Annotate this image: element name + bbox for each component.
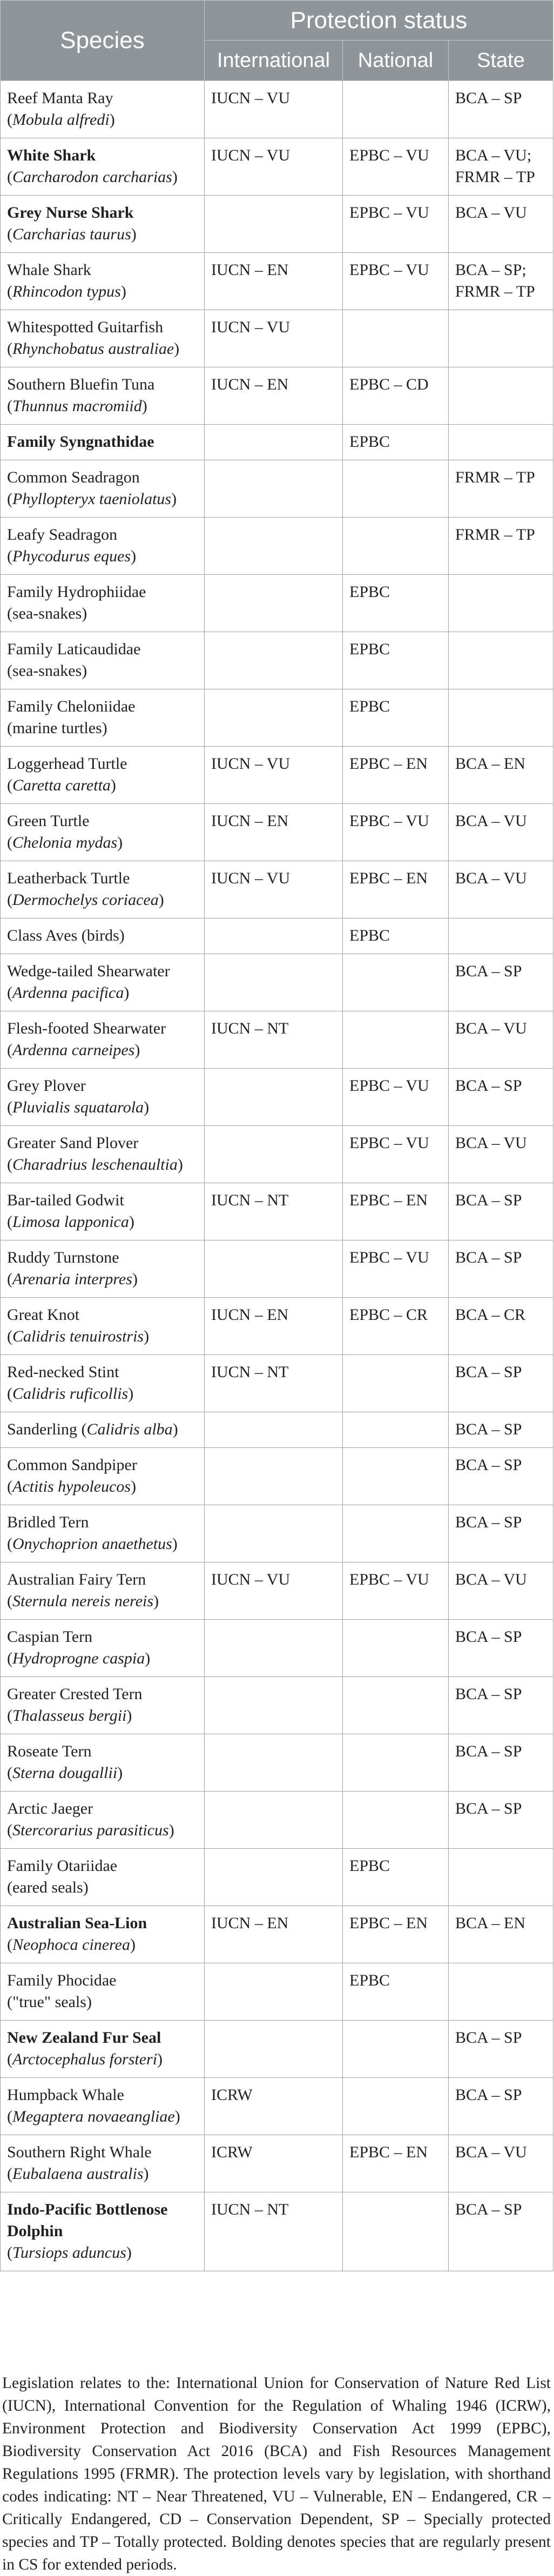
species-cell: Ruddy Turnstone (Arenaria interpres) xyxy=(1,1240,205,1298)
international-status-cell xyxy=(205,1126,343,1183)
species-scientific-name: Calidris ruficollis xyxy=(12,1385,129,1403)
international-status-cell xyxy=(205,918,343,954)
species-scientific-name: Rhynchobatus australiae xyxy=(12,340,174,358)
national-status-cell: EPBC – EN xyxy=(343,747,449,804)
species-scientific-name: Phycodurus eques xyxy=(12,547,131,565)
species-common-name: Grey Nurse Shark xyxy=(7,204,134,222)
state-status-cell xyxy=(449,689,553,747)
international-status-cell xyxy=(205,1240,343,1298)
state-status-cell xyxy=(449,1963,553,2021)
species-common-name: Caspian Tern xyxy=(7,1628,93,1646)
table-row xyxy=(1,81,553,138)
table-row xyxy=(1,1448,553,1505)
national-status-cell xyxy=(343,1355,449,1412)
national-status-cell: EPBC xyxy=(343,1849,449,1906)
international-status-cell xyxy=(205,632,343,689)
international-status-cell: IUCN – NT xyxy=(205,2192,343,2271)
table-row xyxy=(1,138,553,196)
species-cell xyxy=(1,425,205,460)
state-status-cell: BCA – SP xyxy=(449,1183,553,1240)
national-status-cell xyxy=(343,2078,449,2135)
state-status-cell: BCA – SP xyxy=(449,1505,553,1562)
international-status-cell xyxy=(205,460,343,518)
state-status-cell: BCA – SP xyxy=(449,81,553,138)
state-status-cell: FRMR – TP xyxy=(449,518,553,575)
species-cell xyxy=(1,689,205,747)
species-scientific-name: Phyllopteryx taeniolatus xyxy=(12,490,172,508)
state-status-cell: BCA – SP xyxy=(449,2078,553,2135)
table-row xyxy=(1,1355,553,1412)
state-status-cell: BCA – VU xyxy=(449,196,553,253)
international-status-cell xyxy=(205,689,343,747)
state-status-cell: BCA – SP xyxy=(449,2021,553,2078)
table-row xyxy=(1,861,553,918)
species-scientific-name: Calidris tenuirostris xyxy=(12,1327,144,1345)
species-cell xyxy=(1,1963,205,2021)
species-common-name: Southern Bluefin Tuna xyxy=(7,375,155,393)
state-status-cell: BCA – SP xyxy=(449,1412,553,1448)
national-status-cell: EPBC xyxy=(343,689,449,747)
national-status-cell: EPBC – VU xyxy=(343,138,449,196)
state-status-cell: BCA – VU; FRMR – TP xyxy=(449,138,553,196)
species-scientific-name: Limosa lapponica xyxy=(12,1213,129,1231)
national-status-cell xyxy=(343,81,449,138)
table-row xyxy=(1,460,553,518)
international-status-cell xyxy=(205,1792,343,1849)
species-scientific-name: (sea-snakes) xyxy=(7,662,87,680)
species-cell: Grey Nurse Shark (Carcharias taurus) xyxy=(1,196,205,253)
national-status-cell: EPBC xyxy=(343,918,449,954)
species-common-name: Indo-Pacific Bottlenose Dolphin xyxy=(7,2201,168,2240)
species-common-name: Common Seadragon xyxy=(7,468,140,486)
species-scientific-name: Pluvialis squatarola xyxy=(12,1098,144,1116)
table-row xyxy=(1,1792,553,1849)
national-status-cell xyxy=(343,1677,449,1734)
state-status-cell: BCA – VU xyxy=(449,1011,553,1069)
table-row xyxy=(1,747,553,804)
national-status-cell xyxy=(343,2021,449,2078)
national-column-header: National xyxy=(343,41,449,81)
species-cell: Wedge-tailed Shearwater (Ardenna pacifica) xyxy=(1,954,205,1011)
national-status-cell: EPBC xyxy=(343,425,449,460)
species-cell xyxy=(1,918,205,954)
table-row xyxy=(1,2135,553,2192)
table-row xyxy=(1,1963,553,2021)
international-status-cell xyxy=(205,1849,343,1906)
species-common-name: Arctic Jaeger xyxy=(7,1800,93,1817)
state-status-cell: BCA – EN xyxy=(449,747,553,804)
species-common-name: Family Phocidae xyxy=(7,1971,117,1989)
national-status-cell xyxy=(343,518,449,575)
species-common-name: Red-necked Stint xyxy=(7,1363,119,1381)
international-status-cell xyxy=(205,518,343,575)
table-row xyxy=(1,689,553,747)
protection-status-header: Protection status xyxy=(205,1,553,41)
table-row xyxy=(1,804,553,861)
species-cell: Loggerhead Turtle (Caretta caretta) xyxy=(1,747,205,804)
species-common-name: Bar-tailed Godwit xyxy=(7,1191,124,1209)
table-row xyxy=(1,196,553,253)
national-status-cell: EPBC xyxy=(343,1963,449,2021)
species-common-name: Loggerhead Turtle xyxy=(7,755,127,773)
species-cell xyxy=(1,632,205,689)
national-status-cell: EPBC – EN xyxy=(343,1906,449,1963)
species-common-name: Roseate Tern xyxy=(7,1742,92,1760)
state-status-cell: BCA – VU xyxy=(449,861,553,918)
species-common-name: Green Turtle xyxy=(7,812,90,830)
species-scientific-name: Stercorarius parasiticus xyxy=(12,1821,169,1839)
species-scientific-name: Hydroprogne caspia xyxy=(12,1649,145,1667)
table-row xyxy=(1,1298,553,1355)
species-common-name: Sanderling xyxy=(7,1420,77,1438)
species-scientific-name: Neophoca cinerea xyxy=(12,1936,130,1954)
international-status-cell xyxy=(205,196,343,253)
national-status-cell xyxy=(343,1620,449,1677)
species-scientific-name: Tursiops aduncus xyxy=(12,2244,126,2262)
national-status-cell xyxy=(343,460,449,518)
national-status-cell: EPBC – EN xyxy=(343,1183,449,1240)
table-row xyxy=(1,1505,553,1562)
international-status-cell xyxy=(205,1412,343,1448)
international-status-cell xyxy=(205,954,343,1011)
species-common-name: Family Otariidae xyxy=(7,1857,118,1875)
species-common-name: Reef Manta Ray xyxy=(7,89,113,107)
state-status-cell xyxy=(449,575,553,632)
species-common-name: Family Hydrophiidae xyxy=(7,583,146,601)
species-scientific-name: Thalasseus bergii xyxy=(12,1707,127,1725)
state-status-cell: BCA – SP xyxy=(449,1448,553,1505)
species-scientific-name: ("true" seals) xyxy=(7,1993,92,2011)
table-row xyxy=(1,1240,553,1298)
national-status-cell: EPBC – VU xyxy=(343,1069,449,1126)
species-cell: Grey Plover (Pluvialis squatarola) xyxy=(1,1069,205,1126)
species-cell xyxy=(1,575,205,632)
species-scientific-name: Eubalaena australis xyxy=(12,2165,144,2183)
state-status-cell xyxy=(449,1849,553,1906)
table-row xyxy=(1,367,553,425)
species-scientific-name: (eared seals) xyxy=(7,1879,89,1896)
species-common-name: Wedge-tailed Shearwater xyxy=(7,962,170,980)
state-status-cell: BCA – SP xyxy=(449,954,553,1011)
species-scientific-name: Charadrius leschenaultia xyxy=(12,1156,178,1173)
international-status-cell: IUCN – EN xyxy=(205,1298,343,1355)
international-status-cell xyxy=(205,1677,343,1734)
international-status-cell: ICRW xyxy=(205,2135,343,2192)
species-scientific-name: Arctocephalus forsteri xyxy=(12,2050,158,2068)
species-common-name: Bridled Tern xyxy=(7,1513,89,1531)
table-row xyxy=(1,1734,553,1792)
national-status-cell xyxy=(343,1505,449,1562)
state-status-cell: BCA – SP xyxy=(449,1240,553,1298)
species-common-name: New Zealand Fur Seal xyxy=(7,2029,161,2047)
species-cell: Indo-Pacific Bottlenose Dolphin (Tursiops aduncus) xyxy=(1,2192,205,2271)
species-common-name: Family Syngnathidae xyxy=(7,433,154,451)
species-common-name: Humpback Whale xyxy=(7,2086,124,2104)
international-status-cell xyxy=(205,1505,343,1562)
international-status-cell: IUCN – VU xyxy=(205,81,343,138)
species-scientific-name: Ardenna pacifica xyxy=(12,984,124,1002)
national-status-cell: EPBC – VU xyxy=(343,253,449,310)
species-cell: Whale Shark (Rhincodon typus) xyxy=(1,253,205,310)
international-status-cell xyxy=(205,1963,343,2021)
table-row xyxy=(1,2021,553,2078)
national-status-cell xyxy=(343,954,449,1011)
table-row xyxy=(1,310,553,367)
international-status-cell xyxy=(205,2021,343,2078)
table-row xyxy=(1,1849,553,1906)
table-row xyxy=(1,253,553,310)
species-scientific-name: Carcharias taurus xyxy=(12,225,131,243)
species-scientific-name: (sea-snakes) xyxy=(7,605,87,622)
species-common-name: Family Cheloniidae xyxy=(7,697,136,715)
international-status-cell xyxy=(205,425,343,460)
species-cell: Humpback Whale (Megaptera novaeangliae) xyxy=(1,2078,205,2135)
species-scientific-name: Mobula alfredi xyxy=(12,111,110,129)
species-common-name: Australian Sea-Lion xyxy=(7,1914,147,1932)
species-common-name: Whitespotted Guitarfish xyxy=(7,318,164,336)
state-status-cell: BCA – SP xyxy=(449,2192,553,2271)
international-status-cell: IUCN – VU xyxy=(205,138,343,196)
state-status-cell: BCA – SP; FRMR – TP xyxy=(449,253,553,310)
species-cell: Common Seadragon (Phyllopteryx taeniolatus) xyxy=(1,460,205,518)
national-status-cell xyxy=(343,2192,449,2271)
species-common-name: Australian Fairy Tern xyxy=(7,1571,146,1588)
table-row xyxy=(1,1620,553,1677)
national-status-cell: EPBC xyxy=(343,575,449,632)
species-common-name: White Shark xyxy=(7,146,96,164)
species-common-name: Family Laticaudidae xyxy=(7,640,141,658)
state-status-cell: FRMR – TP xyxy=(449,460,553,518)
species-common-name: Grey Plover xyxy=(7,1077,86,1095)
table-row xyxy=(1,1126,553,1183)
table-row xyxy=(1,918,553,954)
international-column-header: International xyxy=(205,41,343,81)
species-common-name: Flesh-footed Shearwater xyxy=(7,1019,166,1037)
state-status-cell: BCA – EN xyxy=(449,1906,553,1963)
species-cell: Common Sandpiper (Actitis hypoleucos) xyxy=(1,1448,205,1505)
species-cell: Bar-tailed Godwit (Limosa lapponica) xyxy=(1,1183,205,1240)
state-status-cell: BCA – SP xyxy=(449,1792,553,1849)
state-status-cell: BCA – VU xyxy=(449,1126,553,1183)
species-cell: Whitespotted Guitarfish (Rhynchobatus australiae) xyxy=(1,310,205,367)
table-row xyxy=(1,632,553,689)
species-scientific-name: Dermochelys coriacea xyxy=(12,891,159,909)
state-status-cell: BCA – SP xyxy=(449,1734,553,1792)
species-common-name: Southern Right Whale xyxy=(7,2143,152,2161)
species-scientific-name: Megaptera novaeangliae xyxy=(12,2108,175,2125)
species-common-name: Greater Sand Plover xyxy=(7,1134,139,1152)
state-status-cell: BCA – SP xyxy=(449,1620,553,1677)
table-footnote: Legislation relates to the: International Union for Conservation of Nature Red List (IUCN), International Convention for the Regulation of Whaling 1946 (ICRW), Environment Protection and Biodiversity Conservation Act 1999 (EPBC), Biodiversity Conservation Act 2016 (BCA) and Fish Resources Management Regulations 1995 (FRMR). The protection levels vary by legislation, with shorthand codes indicating: NT – Near Threatened, VU – Vulnerable, EN – Endangered, CR – Critically Endangered, CD – Conservation Dependent, SP – Specially protected species and TP – Totally protected. Bolding denotes species that are regularly present in CS for extended periods. xyxy=(2,2374,551,2573)
table-row xyxy=(1,1183,553,1240)
national-status-cell: EPBC – EN xyxy=(343,861,449,918)
state-status-cell: BCA – VU xyxy=(449,1562,553,1620)
international-status-cell: IUCN – EN xyxy=(205,1906,343,1963)
table-row xyxy=(1,1069,553,1126)
species-cell: Leafy Seadragon (Phycodurus eques) xyxy=(1,518,205,575)
table-row xyxy=(1,1412,553,1448)
species-cell: Greater Sand Plover (Charadrius leschenaultia) xyxy=(1,1126,205,1183)
species-scientific-name: (marine turtles) xyxy=(7,719,107,737)
national-status-cell xyxy=(343,1412,449,1448)
state-status-cell: BCA – SP xyxy=(449,1677,553,1734)
international-status-cell: IUCN – VU xyxy=(205,747,343,804)
species-scientific-name: Arenaria interpres xyxy=(12,1270,132,1288)
species-scientific-name: Ardenna carneipes xyxy=(12,1041,135,1059)
species-cell xyxy=(1,1849,205,1906)
national-status-cell: EPBC – VU xyxy=(343,1126,449,1183)
international-status-cell: IUCN – NT xyxy=(205,1183,343,1240)
species-common-name: Leafy Seadragon xyxy=(7,526,118,544)
table-row xyxy=(1,518,553,575)
national-status-cell: EPBC – VU xyxy=(343,1240,449,1298)
species-scientific-name: Carcharodon carcharias xyxy=(12,168,172,186)
national-status-cell: EPBC – CD xyxy=(343,367,449,425)
state-status-cell xyxy=(449,367,553,425)
state-status-cell: BCA – CR xyxy=(449,1298,553,1355)
table-row xyxy=(1,2078,553,2135)
table-row xyxy=(1,954,553,1011)
international-status-cell: IUCN – EN xyxy=(205,253,343,310)
species-scientific-name: Sterna dougallii xyxy=(12,1764,118,1782)
species-cell: Green Turtle (Chelonia mydas) xyxy=(1,804,205,861)
species-cell: Leatherback Turtle (Dermochelys coriacea) xyxy=(1,861,205,918)
species-cell: Bridled Tern (Onychoprion anaethetus) xyxy=(1,1505,205,1562)
international-status-cell: IUCN – EN xyxy=(205,804,343,861)
national-status-cell xyxy=(343,1734,449,1792)
table-row xyxy=(1,1011,553,1069)
species-cell: Southern Right Whale (Eubalaena australis) xyxy=(1,2135,205,2192)
international-status-cell: IUCN – EN xyxy=(205,367,343,425)
national-status-cell: EPBC – VU xyxy=(343,196,449,253)
national-status-cell: EPBC – CR xyxy=(343,1298,449,1355)
species-cell: Red-necked Stint (Calidris ruficollis) xyxy=(1,1355,205,1412)
species-cell: Roseate Tern (Sterna dougallii) xyxy=(1,1734,205,1792)
national-status-cell: EPBC – VU xyxy=(343,1562,449,1620)
table-row xyxy=(1,425,553,460)
species-cell: White Shark (Carcharodon carcharias) xyxy=(1,138,205,196)
species-scientific-name: Onychoprion anaethetus xyxy=(12,1535,172,1553)
national-status-cell xyxy=(343,1792,449,1849)
species-cell: Sanderling (Calidris alba) xyxy=(1,1412,205,1448)
species-scientific-name: Calidris alba xyxy=(86,1420,173,1438)
species-common-name: Whale Shark xyxy=(7,261,91,279)
state-status-cell: BCA – VU xyxy=(449,2135,553,2192)
table-row xyxy=(1,1906,553,1963)
species-scientific-name: Chelonia mydas xyxy=(12,834,118,851)
species-column-header: Species xyxy=(1,1,205,81)
national-status-cell xyxy=(343,1011,449,1069)
international-status-cell xyxy=(205,1734,343,1792)
state-status-cell: BCA – VU xyxy=(449,804,553,861)
international-status-cell xyxy=(205,1448,343,1505)
species-cell: Flesh-footed Shearwater (Ardenna carneipes) xyxy=(1,1011,205,1069)
international-status-cell: IUCN – VU xyxy=(205,861,343,918)
species-cell: Australian Sea-Lion (Neophoca cinerea) xyxy=(1,1906,205,1963)
species-common-name: Ruddy Turnstone xyxy=(7,1249,119,1266)
species-common-name: Class Aves (birds) xyxy=(7,927,125,944)
table-header xyxy=(1,1,553,81)
table-body xyxy=(1,81,553,2271)
international-status-cell xyxy=(205,575,343,632)
international-status-cell: IUCN – VU xyxy=(205,1562,343,1620)
international-status-cell xyxy=(205,1620,343,1677)
international-status-cell: ICRW xyxy=(205,2078,343,2135)
species-common-name: Great Knot xyxy=(7,1306,80,1324)
species-scientific-name: Caretta caretta xyxy=(12,776,111,794)
international-status-cell xyxy=(205,1069,343,1126)
species-cell: Southern Bluefin Tuna (Thunnus macromiid) xyxy=(1,367,205,425)
state-status-cell: BCA – SP xyxy=(449,1069,553,1126)
species-common-name: Leatherback Turtle xyxy=(7,869,130,887)
table-row xyxy=(1,1677,553,1734)
table-row xyxy=(1,575,553,632)
species-cell: Arctic Jaeger (Stercorarius parasiticus) xyxy=(1,1792,205,1849)
national-status-cell xyxy=(343,310,449,367)
species-cell: Great Knot (Calidris tenuirostris) xyxy=(1,1298,205,1355)
species-cell: Australian Fairy Tern (Sternula nereis nereis) xyxy=(1,1562,205,1620)
species-scientific-name: Rhincodon typus xyxy=(12,283,121,300)
species-cell: Reef Manta Ray (Mobula alfredi) xyxy=(1,81,205,138)
species-scientific-name: Actitis hypoleucos xyxy=(12,1478,131,1495)
state-status-cell xyxy=(449,425,553,460)
table-row xyxy=(1,2192,553,2271)
species-cell: Caspian Tern (Hydroprogne caspia) xyxy=(1,1620,205,1677)
species-cell: Greater Crested Tern (Thalasseus bergii) xyxy=(1,1677,205,1734)
species-scientific-name: Sternula nereis nereis xyxy=(12,1592,154,1610)
table-row xyxy=(1,1562,553,1620)
national-status-cell: EPBC xyxy=(343,632,449,689)
species-cell: New Zealand Fur Seal (Arctocephalus forsteri) xyxy=(1,2021,205,2078)
national-status-cell: EPBC – VU xyxy=(343,804,449,861)
national-status-cell xyxy=(343,1448,449,1505)
state-status-cell xyxy=(449,310,553,367)
international-status-cell: IUCN – VU xyxy=(205,310,343,367)
state-status-cell xyxy=(449,632,553,689)
state-status-cell: BCA – SP xyxy=(449,1355,553,1412)
state-status-cell xyxy=(449,918,553,954)
species-common-name: Greater Crested Tern xyxy=(7,1685,143,1703)
state-column-header: State xyxy=(449,41,553,81)
international-status-cell: IUCN – NT xyxy=(205,1355,343,1412)
international-status-cell: IUCN – NT xyxy=(205,1011,343,1069)
species-common-name: Common Sandpiper xyxy=(7,1456,137,1474)
national-status-cell: EPBC – EN xyxy=(343,2135,449,2192)
species-scientific-name: Thunnus macromiid xyxy=(12,397,142,415)
